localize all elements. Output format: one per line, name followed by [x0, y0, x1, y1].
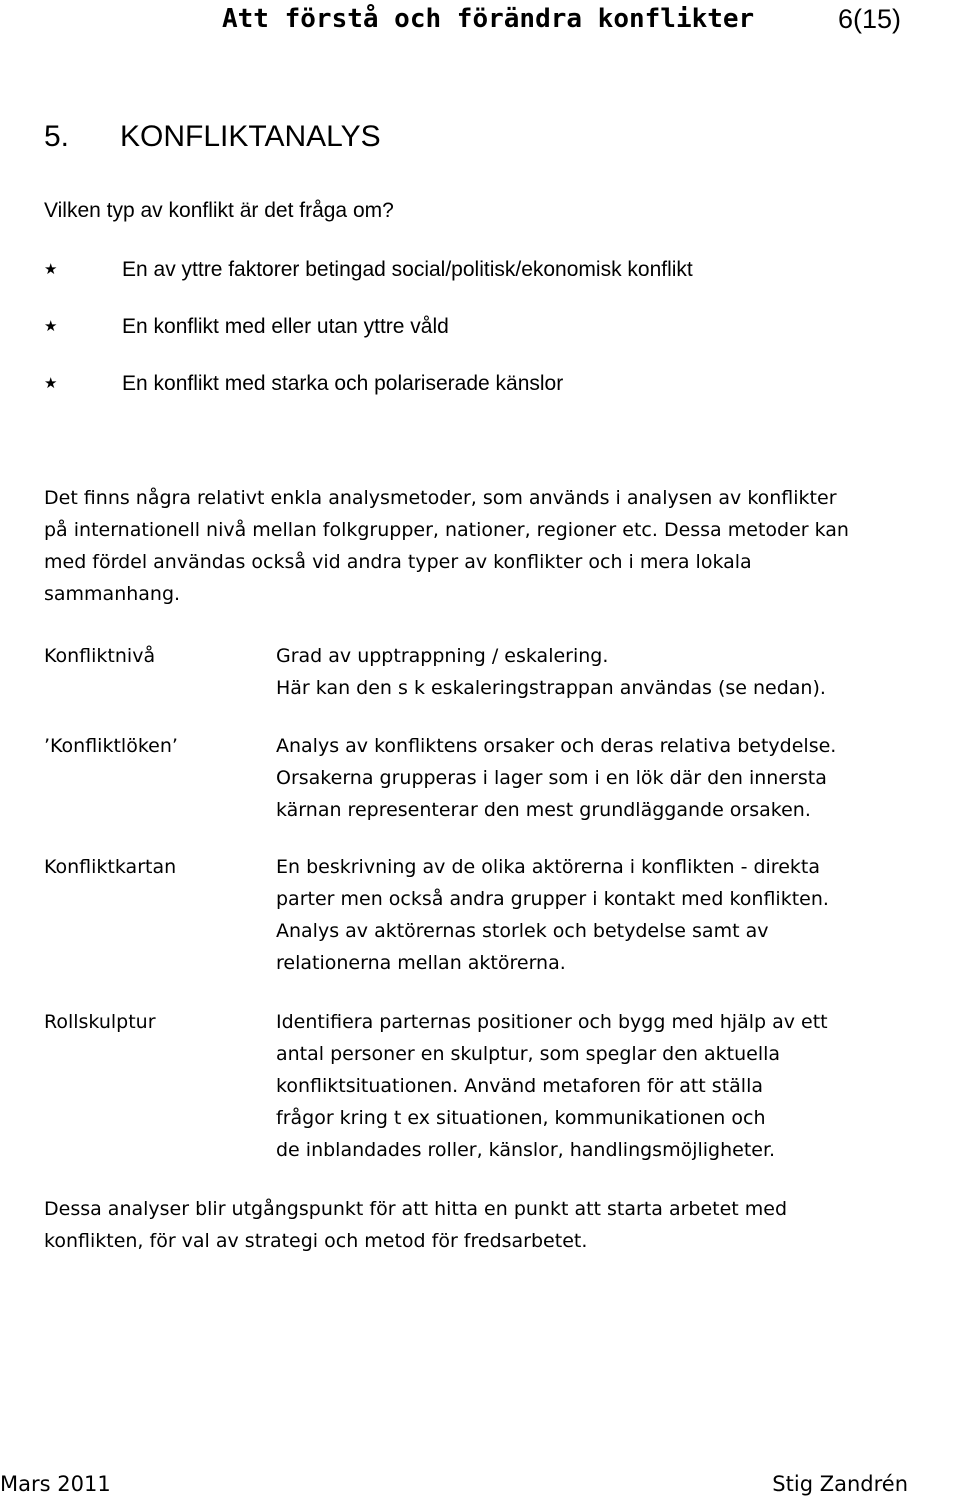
description-line: Analys av aktörernas storlek och betydelse samt av — [276, 920, 769, 942]
method-description — [276, 1006, 828, 1166]
method-term: Konfliktkartan — [44, 856, 177, 878]
star-icon: ★ — [44, 375, 58, 392]
footer-date: Mars 2011 — [0, 1472, 111, 1496]
star-icon: ★ — [44, 261, 58, 278]
method-term: Konfliktnivå — [44, 645, 156, 667]
list-item — [44, 256, 693, 313]
section-number: 5. — [44, 120, 70, 153]
question-text: Vilken typ av konflikt är det fråga om? — [44, 199, 394, 222]
description-line: relationerna mellan aktörerna. — [276, 952, 566, 974]
bullet-list — [44, 256, 693, 427]
description-line: frågor kring t ex situationen, kommunikationen och — [276, 1107, 766, 1129]
description-line: konfliktsituationen. Använd metaforen för att ställa — [276, 1075, 763, 1097]
method-description — [276, 730, 836, 826]
list-item — [44, 370, 693, 427]
description-line: Identifiera parternas positioner och bygg med hjälp av ett — [276, 1011, 828, 1033]
outro-paragraph — [44, 1193, 787, 1257]
page-number: 6(15) — [838, 4, 902, 34]
description-line: Här kan den s k eskaleringstrappan användas (se nedan). — [276, 677, 826, 699]
section-title: KONFLIKTANALYS — [120, 120, 381, 153]
intro-paragraph — [44, 482, 944, 610]
bullet-text: En konflikt med eller utan yttre våld — [122, 315, 449, 338]
paragraph-line: med fördel användas också vid andra typer av konflikter och i mera lokala — [44, 551, 752, 573]
description-line: parter men också andra grupper i kontakt med konflikten. — [276, 888, 829, 910]
paragraph-line: sammanhang. — [44, 583, 181, 605]
description-line: Orsakerna grupperas i lager som i en lök där den innersta — [276, 767, 827, 789]
paragraph-line: Dessa analyser blir utgångspunkt för att hitta en punkt att starta arbetet med — [44, 1198, 788, 1220]
star-icon: ★ — [44, 318, 58, 335]
document-title: Att förstå och förändra konflikter — [222, 4, 755, 34]
method-description — [276, 851, 829, 979]
paragraph-line: konflikten, för val av strategi och metod för fredsarbetet. — [44, 1230, 588, 1252]
method-term: ’Konfliktlöken’ — [44, 735, 178, 757]
bullet-text: En konflikt med starka och polariserade känslor — [122, 372, 564, 395]
section-heading — [44, 118, 381, 156]
paragraph-line: på internationell nivå mellan folkgrupper, nationer, regioner etc. Dessa metoder kan — [44, 519, 849, 541]
bullet-text: En av yttre faktorer betingad social/politisk/ekonomisk konflikt — [122, 258, 693, 281]
description-line: En beskrivning av de olika aktörerna i konflikten - direkta — [276, 856, 820, 878]
description-line: Grad av upptrappning / eskalering. — [276, 645, 609, 667]
footer-author: Stig Zandrén — [772, 1472, 908, 1496]
description-line: kärnan representerar den mest grundläggande orsaken. — [276, 799, 811, 821]
paragraph-line: Det finns några relativt enkla analysmetoder, som används i analysen av konflikter — [44, 487, 837, 509]
method-description — [276, 640, 826, 704]
method-term: Rollskulptur — [44, 1011, 156, 1033]
description-line: de inblandades roller, känslor, handlingsmöjligheter. — [276, 1139, 776, 1161]
list-item — [44, 313, 693, 370]
description-line: antal personer en skulptur, som speglar den aktuella — [276, 1043, 781, 1065]
description-line: Analys av konfliktens orsaker och deras relativa betydelse. — [276, 735, 837, 757]
